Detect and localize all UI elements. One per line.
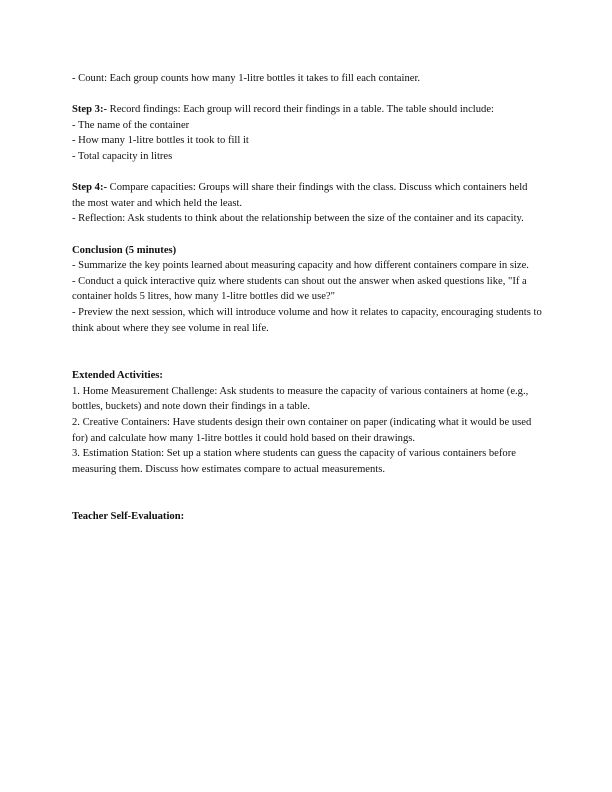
conclusion-heading: Conclusion (5 minutes) (72, 244, 177, 256)
count-line: - Count: Each group counts how many 1-litre bottles it takes to fill each container. (72, 73, 421, 84)
extended-activities-heading: Extended Activities: (72, 370, 163, 382)
conclusion-item-preview: - Preview the next session, which will introduce volume and how it relates to capacity, encouraging students to think about where they see volume in real life. (72, 306, 542, 334)
spacer (72, 477, 542, 508)
spacer (72, 87, 542, 103)
extended-item-estimation-station: 3. Estimation Station: Set up a station where students can guess the capacity of various containers before measuring them. Discuss how estimates compare to actual measurements. (72, 448, 516, 475)
step-3-item-capacity: - Total capacity in litres (72, 150, 173, 162)
step-3-item-name: - The name of the container (72, 119, 190, 131)
step-3-paragraph (72, 102, 542, 118)
step-4-reflection: - Reflection: Ask students to think about the relationship between the size of the container and its capacity. (72, 213, 524, 225)
self-evaluation-heading: Teacher Self-Evaluation: (72, 510, 185, 522)
spacer (72, 165, 542, 181)
spacer (72, 227, 542, 243)
extended-item-creative-containers: 2. Creative Containers: Have students design their own container on paper (indicating what it would be used for) and calculate how many 1-litre bottles it could hold based on their drawings. (72, 417, 532, 444)
step-4-paragraph (72, 180, 542, 211)
step-4-text: Compare capacities: Groups will share their findings with the class. Discuss which containers held the most water and which held the least. (72, 182, 528, 209)
step-3-heading: Step 3:- (72, 104, 108, 116)
document-body (72, 71, 542, 524)
step-4-heading: Step 4:- (72, 182, 108, 194)
step-3-item-bottles: - How many 1-litre bottles it took to fill it (72, 135, 249, 147)
conclusion-item-quiz: - Conduct a quick interactive quiz where students can shout out the answer when asked questions like, "If a container holds 5 litres, how many 1-litre bottles did we use?" (72, 275, 527, 303)
step-3-text: Record findings: Each group will record their findings in a table. The table should include: (107, 104, 494, 116)
extended-item-home-challenge: 1. Home Measurement Challenge: Ask students to measure the capacity of various containers at home (e.g., bottles, buckets) and note down their findings in a table. (72, 385, 529, 413)
spacer (72, 336, 542, 368)
conclusion-item-summarize: - Summarize the key points learned about measuring capacity and how different containers compare in size. (72, 260, 529, 272)
